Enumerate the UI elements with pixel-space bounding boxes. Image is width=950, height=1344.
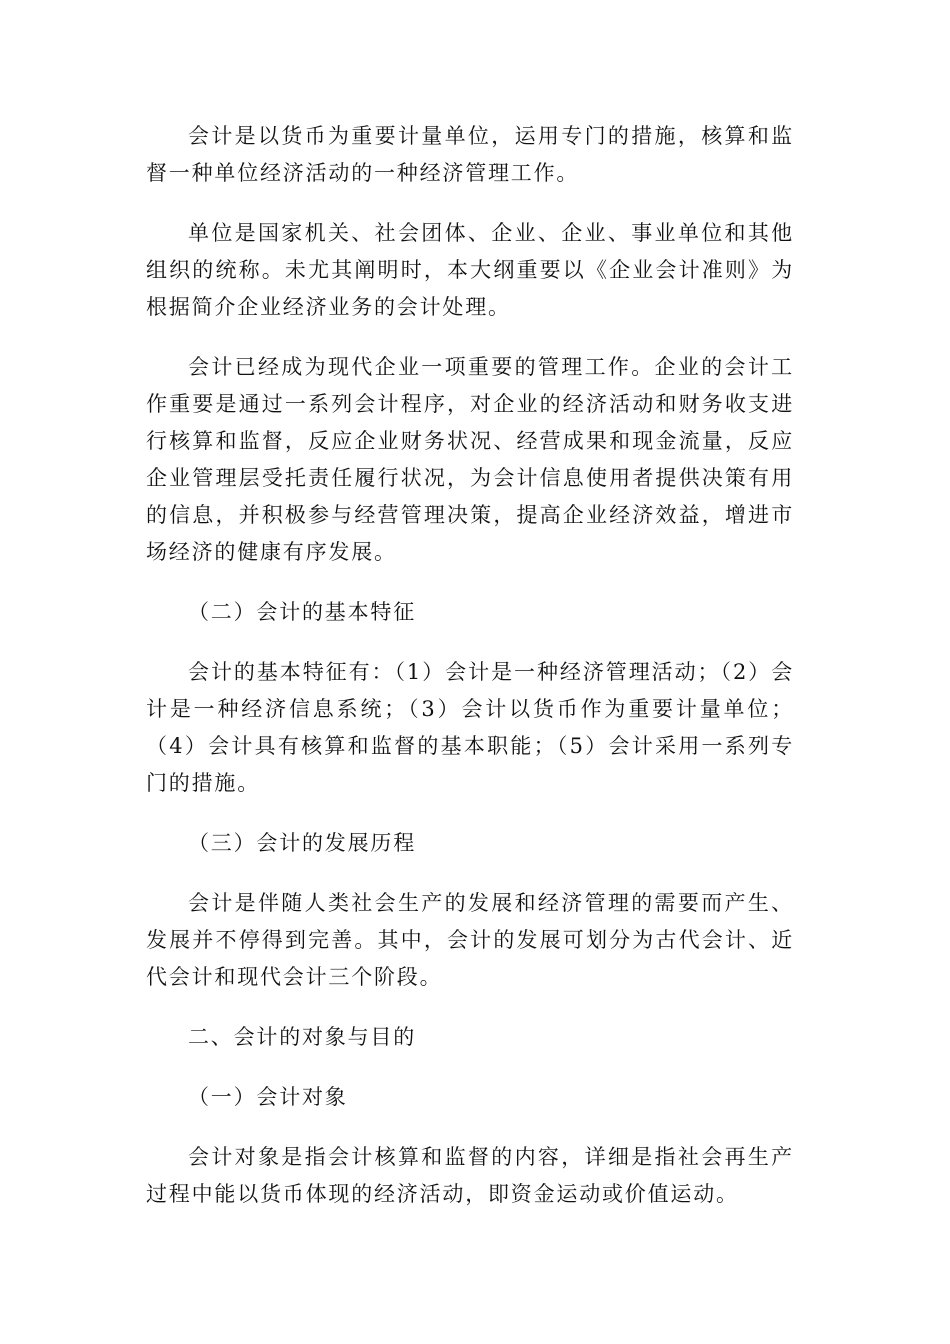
- paragraph-basic-features: 会计的基本特征有：（1）会计是一种经济管理活动；（2）会计是一种经济信息系统；（3）会计以货币作为重要计量单位；（4）会计具有核算和监督的基本职能；（5）会计采用一系列专门的措施。: [146, 660, 794, 795]
- heading-object-and-purpose: 二、会计的对象与目的: [188, 1025, 416, 1049]
- paragraph-accounting-definition: 会计是以货币为重要计量单位，运用专门的措施，核算和监督一种单位经济活动的一种经济管理工作。: [146, 124, 794, 185]
- paragraph-unit-definition: 单位是国家机关、社会团体、企业、企业、事业单位和其他组织的统称。未尤其阐明时，本大纲重要以《企业会计准则》为根据简介企业经济业务的会计处理。: [146, 221, 794, 319]
- paragraph-accounting-object: 会计对象是指会计核算和监督的内容，详细是指社会再生产过程中能以货币体现的经济活动，即资金运动或价值运动。: [146, 1145, 794, 1206]
- heading-accounting-object: （一）会计对象: [188, 1085, 348, 1109]
- heading-basic-features: （二）会计的基本特征: [188, 600, 416, 624]
- document-body: [146, 118, 794, 1236]
- paragraph-development-history: 会计是伴随人类社会生产的发展和经济管理的需要而产生、发展并不停得到完善。其中，会计的发展可划分为古代会计、近代会计和现代会计三个阶段。: [146, 891, 794, 989]
- paragraph-accounting-role: 会计已经成为现代企业一项重要的管理工作。企业的会计工作重要是通过一系列会计程序，对企业的经济活动和财务收支进行核算和监督，反应企业财务状况、经营成果和现金流量，反应企业管理层受托责任履行状况，为会计信息使用者提供决策有用的信息，并积极参与经营管理决策，提高企业经济效益，增进市场经济的健康有序发展。: [146, 355, 794, 564]
- heading-development-history: （三）会计的发展历程: [188, 831, 416, 855]
